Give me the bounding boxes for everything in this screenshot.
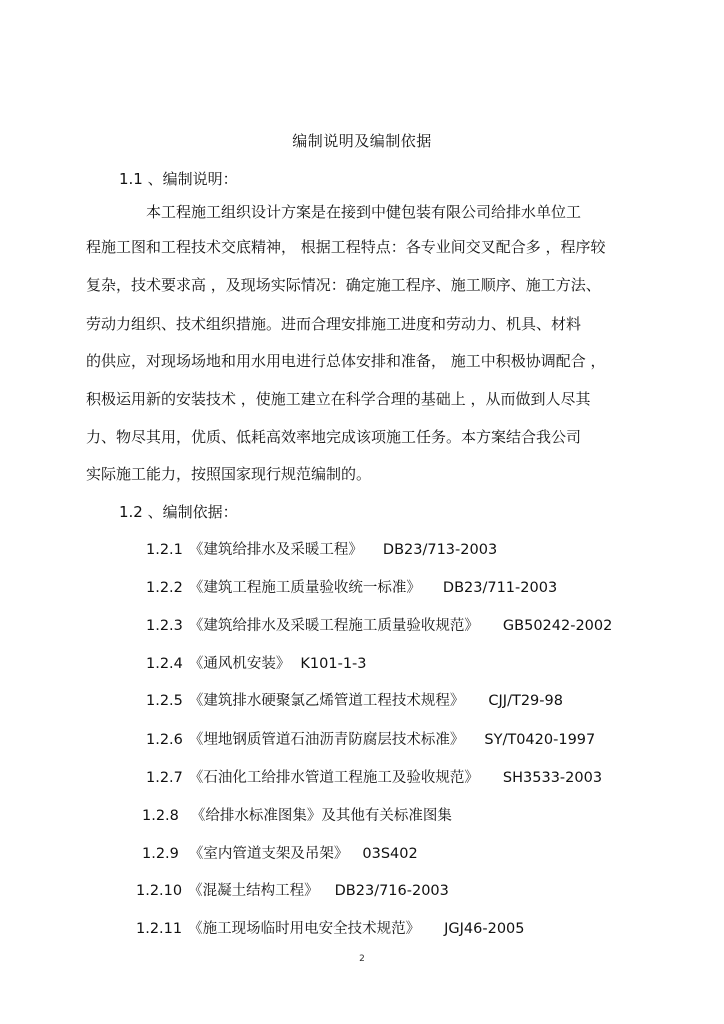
reference-item xyxy=(146,616,612,636)
reference-number: 1.2.9 xyxy=(142,846,179,862)
reference-item xyxy=(146,768,602,788)
reference-item xyxy=(142,806,452,826)
reference-code: GB50242-2002 xyxy=(502,618,613,634)
reference-number: 1.2.10 xyxy=(136,883,183,899)
reference-name: 《建筑给排水及采暖工程》 xyxy=(188,542,363,558)
reference-number: 1.2.4 xyxy=(146,656,183,672)
reference-code: DB23/713-2003 xyxy=(382,542,498,558)
paragraph-line: 实际施工能力，按照国家现行规范编制的。 xyxy=(86,465,372,483)
reference-number: 1.2.6 xyxy=(146,732,183,748)
paragraph-line: 的供应，对现场场地和用水用电进行总体安排和准备， 施工中积极协调配合 ， xyxy=(86,352,606,370)
reference-name: 《石油化工给排水管道工程施工及验收规范》 xyxy=(188,770,479,786)
reference-name: 《建筑排水硬聚氯乙烯管道工程技术规程》 xyxy=(188,693,465,709)
paragraph-line: 积极运用新的安装技术 ，使施工建立在科学合理的基础上 ，从而做到人尽其 xyxy=(86,390,591,408)
paragraph-line: 劳动力组织、技术组织措施。进而合理安排施工进度和劳动力、机具、材料 xyxy=(86,315,582,333)
reference-name: 《建筑工程施工质量验收统一标准》 xyxy=(188,580,421,596)
reference-code: JGJ46-2005 xyxy=(444,921,525,937)
reference-name: 《通风机安装》 xyxy=(188,656,291,672)
reference-number: 1.2.8 xyxy=(142,808,179,824)
reference-item xyxy=(146,578,557,598)
reference-item xyxy=(146,654,367,674)
reference-item xyxy=(142,844,418,864)
paragraph-line: 本工程施工组织设计方案是在接到中健包装有限公司给排水单位工 xyxy=(146,203,582,221)
reference-name: 《给排水标准图集》及其他有关标准图集 xyxy=(190,808,452,824)
page-number: 2 xyxy=(359,954,365,964)
reference-code: DB23/711-2003 xyxy=(442,580,558,596)
reference-number: 1.2.11 xyxy=(136,921,183,937)
reference-name: 《埋地钢质管道石油沥青防腐层技术标准》 xyxy=(188,732,465,748)
reference-number: 1.2.1 xyxy=(146,542,183,558)
paragraph-line: 程施工图和工程技术交底精神， 根据工程特点：各专业间交叉配合多 ，程序较 xyxy=(86,238,606,256)
reference-number: 1.2.2 xyxy=(146,580,183,596)
reference-code: 03S402 xyxy=(362,846,418,862)
paragraph-line: 复杂，技术要求高 ，及现场实际情况：确定施工程序、施工顺序、施工方法、 xyxy=(86,276,601,294)
reference-number: 1.2.5 xyxy=(146,693,183,709)
reference-name: 《施工现场临时用电安全技术规范》 xyxy=(188,921,421,937)
reference-number: 1.2.3 xyxy=(146,618,183,634)
reference-code: DB23/716-2003 xyxy=(334,883,449,899)
reference-item xyxy=(146,691,563,711)
reference-code: SY/T0420-1997 xyxy=(484,732,596,748)
reference-code: CJJ/T29-98 xyxy=(488,693,563,709)
reference-item xyxy=(146,730,595,750)
reference-number: 1.2.7 xyxy=(146,770,183,786)
document-title: 编制说明及编制依据 xyxy=(292,132,432,150)
reference-name: 《混凝土结构工程》 xyxy=(188,883,319,899)
reference-code: SH3533-2003 xyxy=(502,770,603,786)
reference-code: K101-1-3 xyxy=(300,656,367,672)
reference-item xyxy=(136,881,449,901)
paragraph-line: 力、物尽其用，优质、低耗高效率地完成该项施工任务。本方案结合我公司 xyxy=(86,428,582,446)
section-heading-1-1: 1.1 、编制说明： xyxy=(119,170,238,188)
reference-item xyxy=(136,919,525,939)
reference-name: 《建筑给排水及采暖工程施工质量验收规范》 xyxy=(188,618,479,634)
section-heading-1-2: 1.2 、编制依据： xyxy=(119,503,238,521)
reference-item xyxy=(146,540,497,560)
reference-name: 《室内管道支架及吊架》 xyxy=(188,846,349,862)
